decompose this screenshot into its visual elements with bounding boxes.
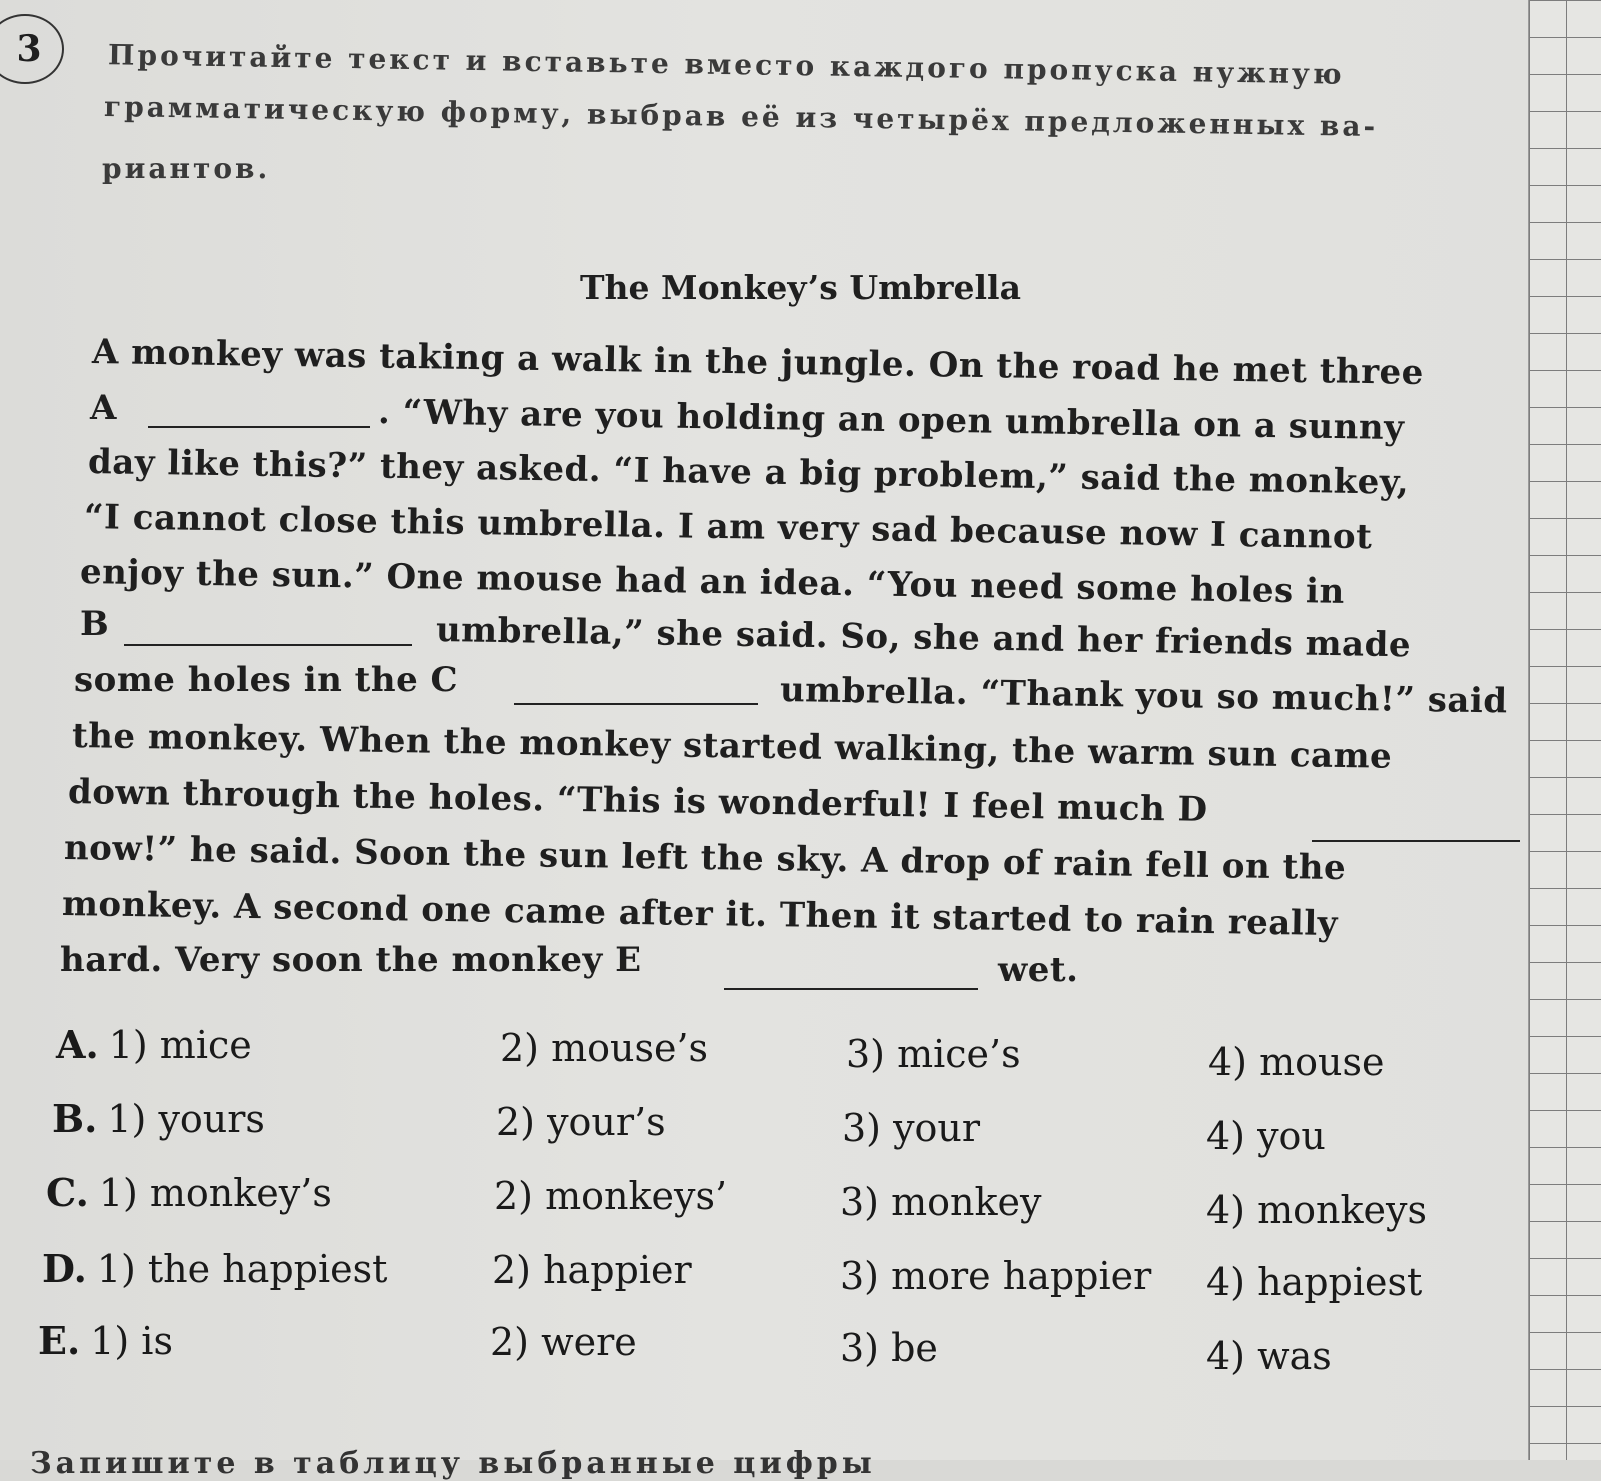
gap-a-blank [148, 426, 370, 428]
instruction-line-3: риантов. [102, 152, 271, 185]
option-e-2[interactable]: 2) were [490, 1320, 637, 1364]
text-line-8: the monkey. When the monkey started walking, the warm sun came [71, 716, 1393, 777]
option-e-4[interactable]: 4) was [1206, 1334, 1332, 1378]
text-line-3: day like this?” they asked. “I have a big problem,” said the monkey, [87, 442, 1410, 503]
text-line-12a: hard. Very soon the monkey E [60, 940, 642, 980]
gap-label-b: B [80, 604, 110, 644]
text-title: The Monkey’s Umbrella [580, 268, 1021, 307]
grid-paper-margin [1528, 0, 1601, 1460]
text-line-4: “I cannot close this umbrella. I am very sad because now I cannot [83, 497, 1373, 558]
option-b-4[interactable]: 4) you [1206, 1114, 1326, 1158]
text-line-9: down through the holes. “This is wonderful! I feel much D [67, 772, 1208, 830]
option-row-b-label: B. 1) yours [52, 1096, 265, 1141]
text-line-6: umbrella,” she said. So, she and her friends made [435, 610, 1412, 666]
text-line-5: enjoy the sun.” One mouse had an idea. “You need some holes in [79, 552, 1346, 612]
instruction-line-2: грамматическую форму, выбрав её из четырёх предложенных ва- [103, 89, 1379, 144]
gap-label-a: A [90, 388, 117, 428]
option-c-4[interactable]: 4) monkeys [1206, 1188, 1427, 1232]
option-d-3[interactable]: 3) more happier [840, 1254, 1152, 1298]
text-line-12b: wet. [998, 950, 1079, 990]
option-e-3[interactable]: 3) be [840, 1326, 938, 1370]
task-number-circle: 3 [0, 14, 64, 84]
option-a-3[interactable]: 3) mice’s [846, 1032, 1021, 1076]
text-line-1: A monkey was taking a walk in the jungle. On the road he met three [91, 332, 1425, 393]
gap-b-blank [124, 644, 412, 646]
option-d-4[interactable]: 4) happiest [1206, 1260, 1423, 1304]
text-line-11: monkey. A second one came after it. Then it started to rain really [61, 884, 1339, 945]
text-line-7b: umbrella. “Thank you so much!” said [779, 670, 1508, 722]
option-b-3[interactable]: 3) your [842, 1106, 981, 1150]
option-b-2[interactable]: 2) your’s [496, 1100, 666, 1144]
option-row-a-label: A. 1) mice [56, 1022, 252, 1067]
cut-off-next-instruction: Запишите в таблицу выбранные цифры [30, 1446, 876, 1481]
option-c-2[interactable]: 2) monkeys’ [494, 1174, 728, 1218]
option-c-3[interactable]: 3) monkey [840, 1180, 1042, 1224]
gap-e-blank [724, 988, 978, 990]
option-row-e-label: E. 1) is [38, 1318, 173, 1363]
option-a-2[interactable]: 2) mouse’s [500, 1026, 709, 1070]
option-a-4[interactable]: 4) mouse [1208, 1040, 1385, 1084]
option-row-d-label: D. 1) the happiest [42, 1246, 388, 1291]
gap-c-blank [514, 703, 758, 705]
text-line-10: now!” he said. Soon the sun left the sky. A drop of rain fell on the [63, 828, 1347, 889]
text-line-7a: some holes in the C [74, 660, 459, 700]
option-d-2[interactable]: 2) happier [492, 1248, 692, 1292]
gap-d-blank [1312, 840, 1520, 842]
option-row-c-label: C. 1) monkey’s [46, 1170, 332, 1215]
text-line-2: . “Why are you holding an open umbrella on a sunny [377, 392, 1405, 449]
instruction-line-1: Прочитайте текст и вставьте вместо каждого пропуска нужную [107, 38, 1345, 91]
